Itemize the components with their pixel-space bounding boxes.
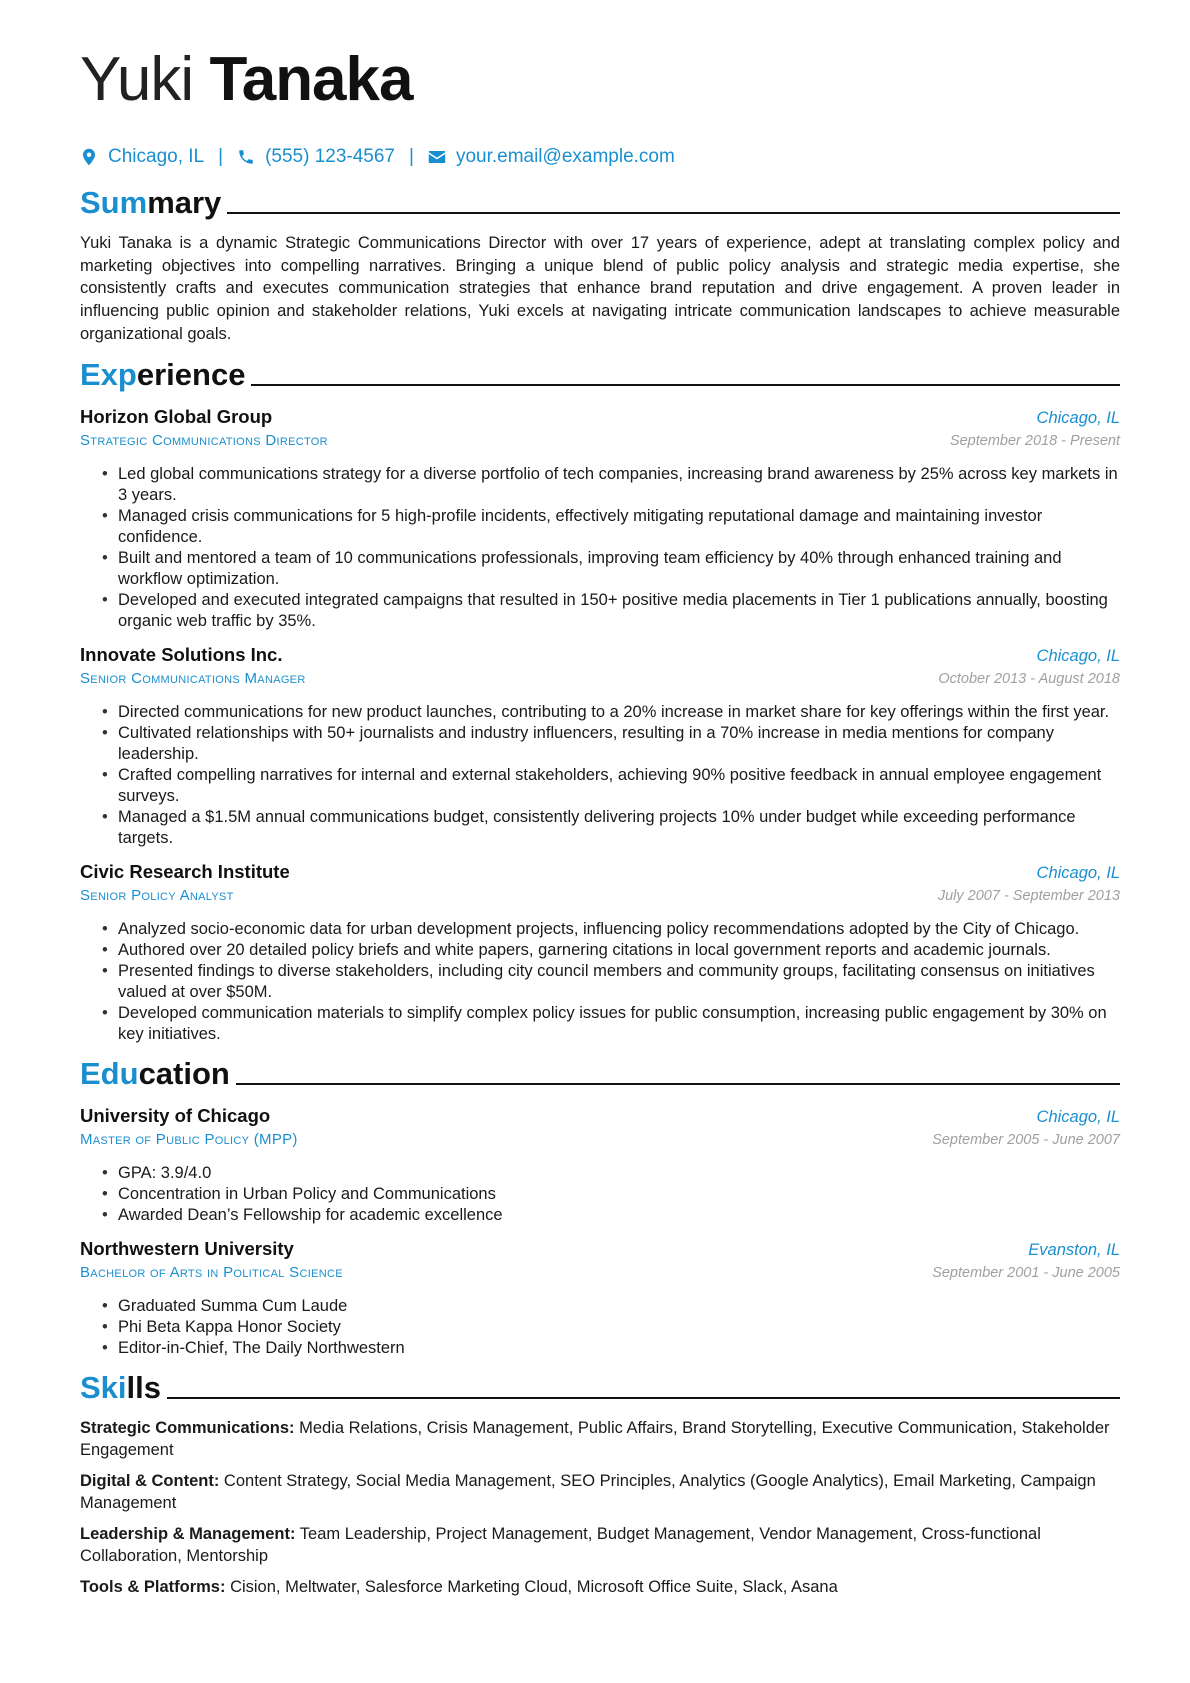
job-dates: September 2018 - Present	[949, 432, 1120, 449]
location-text: Chicago, IL	[108, 146, 205, 167]
skill-label: Digital & Content:	[80, 1471, 220, 1490]
list-item: • Presented findings to diverse stakeholders, including city council members and community groups, facilitating consensus on initiatives valued at over $50M.	[80, 961, 1120, 1003]
skill-label: Strategic Communications:	[80, 1418, 295, 1437]
email-link: your.email@example.com	[455, 146, 675, 167]
skills-heading: Skills	[80, 1365, 1120, 1405]
summary-heading: Summary	[80, 180, 1120, 220]
section-rule	[167, 1397, 1120, 1399]
contact-bar	[80, 142, 1120, 172]
school-dates: September 2001 - June 2005	[932, 1264, 1120, 1281]
education-bullets	[80, 1296, 1120, 1359]
list-item: • Built and mentored a team of 10 communications professionals, improving team efficiency by 40% through enhanced training and workflow optimization.	[80, 548, 1120, 590]
phone-text: (555) 123-4567	[265, 146, 395, 167]
skill-items: Media Relations, Crisis Management, Public Affairs, Brand Storytelling, Executive Communication, Stakeholder Engagement	[80, 1418, 1110, 1460]
skill-items: Cision, Meltwater, Salesforce Marketing Cloud, Microsoft Office Suite, Slack, Asana	[230, 1577, 838, 1596]
degree: Master of Public Policy (MPP)	[80, 1130, 298, 1148]
job-entry	[80, 644, 1120, 849]
section-rule	[236, 1083, 1120, 1085]
resume-content	[80, 40, 1120, 1598]
list-item: • Developed communication materials to simplify complex policy issues for public consumption, increasing public engagement by 30% on key initiatives.	[80, 1003, 1120, 1045]
section-rule	[251, 384, 1120, 386]
skill-label: Tools & Platforms:	[80, 1577, 226, 1596]
list-item: • Graduated Summa Cum Laude	[80, 1296, 1120, 1317]
skill-group	[80, 1417, 1120, 1462]
list-item: • Authored over 20 detailed policy briefs and white papers, garnering citations in local government reports and academic journals.	[80, 940, 1120, 961]
map-pin-icon	[80, 147, 98, 167]
job-bullets	[80, 919, 1120, 1045]
job-dates: July 2007 - September 2013	[937, 887, 1120, 904]
summary-text: Yuki Tanaka is a dynamic Strategic Communications Director with over 17 years of experience, adept at translating complex policy and marketing objectives into compelling narratives. Bringing a unique blend of public policy analysis and strategic media expertise, she consistently crafts and executes communication strategies that enhance brand reputation and drive engagement. A proven leader in influencing public opinion and stakeholder relations, Yuki excels at navigating intricate communication landscapes to achieve measurable organizational goals.	[80, 234, 1120, 343]
list-item: • Managed a $1.5M annual communications budget, consistently delivering projects 10% under budget while exceeding performance targets.	[80, 807, 1120, 849]
company-name: Horizon Global Group	[80, 405, 273, 427]
job-bullets	[80, 464, 1120, 632]
list-item: • Editor-in-Chief, The Daily Northwestern	[80, 1338, 1120, 1359]
list-item: • Awarded Dean’s Fellowship for academic excellence	[80, 1205, 1120, 1226]
job-entry	[80, 861, 1120, 1045]
section-rule	[227, 212, 1120, 214]
job-dates: October 2013 - August 2018	[938, 670, 1120, 687]
school-location: Evanston, IL	[1028, 1240, 1120, 1259]
candidate-name	[80, 40, 1120, 120]
list-item: • Crafted compelling narratives for internal and external stakeholders, achieving 90% positive feedback in annual employee engagement surveys.	[80, 765, 1120, 807]
education-entry	[80, 1238, 1120, 1359]
skills-list	[80, 1417, 1120, 1599]
education-heading: Education	[80, 1051, 1120, 1091]
education-bullets	[80, 1163, 1120, 1226]
contact-location	[80, 146, 204, 168]
skill-group	[80, 1523, 1120, 1568]
education-entry	[80, 1105, 1120, 1226]
school-dates: September 2005 - June 2007	[932, 1131, 1120, 1148]
job-title: Senior Communications Manager	[80, 669, 306, 687]
job-location: Chicago, IL	[1036, 863, 1120, 882]
degree: Bachelor of Arts in Political Science	[80, 1263, 343, 1281]
school-location: Chicago, IL	[1036, 1107, 1120, 1126]
skill-group	[80, 1470, 1120, 1515]
list-item: • Concentration in Urban Policy and Communications	[80, 1184, 1120, 1205]
contact-separator: |	[409, 146, 414, 167]
contact-separator: |	[218, 146, 224, 167]
job-bullets	[80, 702, 1120, 849]
list-item: • Directed communications for new product launches, contributing to a 20% increase in market share for key offerings within the first year.	[80, 702, 1120, 723]
list-item: • Managed crisis communications for 5 high-profile incidents, effectively mitigating reputational damage and maintaining investor confidence.	[80, 506, 1120, 548]
skill-items: Team Leadership, Project Management, Budget Management, Vendor Management, Cross-functional Collaboration, Mentorship	[80, 1524, 1041, 1566]
skill-label: Leadership & Management:	[80, 1524, 296, 1543]
experience-heading: Experience	[80, 352, 1120, 392]
contact-phone[interactable]	[237, 146, 395, 168]
company-name: Innovate Solutions Inc.	[80, 643, 283, 665]
job-title: Strategic Communications Director	[80, 431, 328, 449]
envelope-icon	[428, 147, 446, 167]
phone-icon	[237, 147, 255, 167]
school-name: Northwestern University	[80, 1237, 294, 1259]
first-name: Yuki	[80, 45, 194, 114]
skill-items: Content Strategy, Social Media Management, SEO Principles, Analytics (Google Analytics), Email Marketing, Campaign Management	[80, 1471, 1096, 1513]
list-item: • Cultivated relationships with 50+ journalists and industry influencers, resulting in a 70% increase in media mentions for company leadership.	[80, 723, 1120, 765]
job-location: Chicago, IL	[1036, 408, 1120, 427]
list-item: • Analyzed socio-economic data for urban development projects, influencing policy recommendations adopted by the City of Chicago.	[80, 919, 1120, 940]
list-item: • Led global communications strategy for a diverse portfolio of tech companies, increasing brand awareness by 25% across key markets in 3 years.	[80, 464, 1120, 506]
list-item: • Phi Beta Kappa Honor Society	[80, 1317, 1120, 1338]
last-name: Tanaka	[209, 45, 413, 114]
skill-group	[80, 1576, 1120, 1599]
job-entry	[80, 406, 1120, 632]
company-name: Civic Research Institute	[80, 860, 290, 882]
school-name: University of Chicago	[80, 1104, 271, 1126]
job-location: Chicago, IL	[1036, 646, 1120, 665]
contact-email[interactable]	[428, 146, 675, 168]
list-item: • Developed and executed integrated campaigns that resulted in 150+ positive media placements in Tier 1 publications annually, boosting organic web traffic by 35%.	[80, 590, 1120, 632]
list-item: • GPA: 3.9/4.0	[80, 1163, 1120, 1184]
job-title: Senior Policy Analyst	[80, 886, 234, 904]
